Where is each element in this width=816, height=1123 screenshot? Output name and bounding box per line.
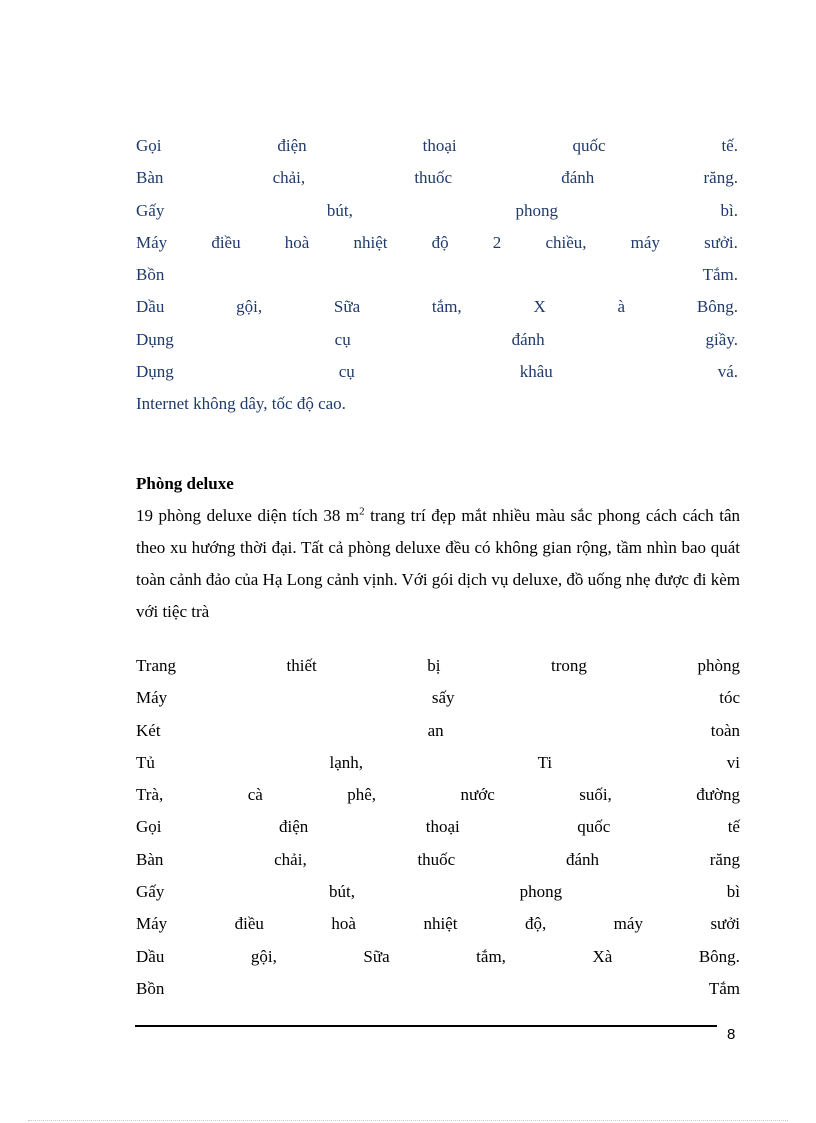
line-word: quốc — [577, 817, 611, 837]
line-word: vá. — [717, 362, 738, 382]
line-word: Tắm — [708, 978, 740, 998]
line-word: gội, — [250, 946, 277, 966]
line-word: đường — [696, 785, 740, 805]
line-word: tế — [727, 817, 740, 837]
line-word: Bông. — [696, 297, 738, 317]
line-word: nước — [460, 785, 495, 805]
line-word: cà — [247, 785, 263, 805]
amenity-line — [136, 715, 740, 747]
line-word: toàn — [710, 720, 740, 740]
amenity-line — [136, 259, 738, 291]
line-word: 2 — [492, 232, 502, 252]
amenity-line — [136, 908, 740, 940]
amenity-line — [136, 324, 738, 356]
line-word: đánh — [565, 849, 599, 869]
line-word: suối, — [579, 785, 612, 805]
line-word: giầy. — [705, 329, 738, 349]
line-word: phê, — [347, 785, 377, 805]
line-word: nhiệt — [353, 232, 388, 252]
line-word: bì. — [720, 200, 738, 220]
line-word: Bông. — [698, 946, 740, 966]
footer-rule — [135, 1025, 717, 1027]
line-word: Máy — [136, 688, 168, 708]
line-word: răng. — [703, 168, 738, 188]
line-word: vi — [726, 752, 740, 772]
line-word: Dụng — [136, 362, 174, 382]
section-paragraph — [136, 500, 740, 628]
line-word: phong — [519, 882, 563, 902]
line-word: đánh — [561, 168, 595, 188]
line-word: Sữa — [333, 297, 361, 317]
line-word: Xà — [592, 946, 613, 966]
line-word: tóc — [719, 688, 740, 708]
line-word: tắm, — [476, 946, 506, 966]
line-word: Trà, — [136, 785, 164, 805]
line-word: điện — [278, 817, 309, 837]
line-word: thuốc — [414, 168, 453, 188]
line-word: lạnh, — [329, 752, 364, 772]
line-word: Dầu — [136, 946, 165, 966]
line-word: chiều, — [545, 232, 587, 252]
amenity-line — [136, 195, 738, 227]
amenity-line — [136, 876, 740, 908]
line-word: điện — [277, 136, 307, 155]
line-word: à — [617, 297, 626, 317]
line-word: hoà — [284, 232, 310, 252]
line-word: Sữa — [363, 946, 390, 966]
line-word: Máy — [136, 232, 168, 252]
deluxe-room-section — [136, 468, 740, 628]
line-word: máy — [630, 232, 660, 252]
line-word: cụ — [334, 329, 351, 349]
line-word: Két — [136, 720, 161, 740]
line-word: an — [427, 720, 444, 740]
amenity-line — [136, 130, 738, 162]
page-number: 8 — [727, 1026, 736, 1043]
line-word: điều — [234, 914, 264, 934]
line-word: phòng — [697, 656, 740, 675]
line-word: bì — [726, 882, 740, 902]
amenity-line — [136, 650, 740, 682]
superscript: 2 — [359, 505, 365, 518]
line-word: gội, — [236, 297, 263, 317]
line-word: khâu — [519, 362, 553, 382]
paragraph-text-start: 19 phòng deluxe diện tích 38 m — [136, 506, 360, 525]
amenity-line — [136, 356, 738, 388]
line-word: Máy — [136, 914, 168, 934]
line-word: Tắm. — [702, 265, 738, 285]
line-word: cụ — [338, 362, 355, 382]
amenity-line — [136, 811, 740, 843]
line-word: thuốc — [417, 849, 456, 869]
line-word: Dầu — [136, 297, 165, 317]
page-bottom-border — [28, 1120, 788, 1121]
line-word: Gọi — [136, 136, 162, 155]
amenities-list-bottom — [136, 650, 740, 1005]
line-word: răng — [709, 849, 740, 869]
line-word: Bàn — [136, 168, 164, 188]
amenity-line — [136, 227, 738, 259]
line-word: sưởi. — [704, 232, 738, 252]
line-word: Trang — [136, 656, 176, 675]
amenity-line — [136, 291, 738, 323]
line-word: Bàn — [136, 849, 164, 869]
line-word: Gọi — [136, 817, 162, 837]
line-word: Ti — [537, 752, 553, 772]
line-word: sưởi — [710, 914, 740, 934]
line-word: bút, — [328, 882, 355, 902]
amenities-list-top — [136, 130, 738, 421]
line-word: máy — [613, 914, 643, 934]
line-word: chải, — [274, 849, 307, 869]
line-word: Gấy — [136, 200, 165, 220]
line-word: bị — [427, 656, 441, 675]
amenity-line — [136, 973, 740, 1005]
amenity-line — [136, 941, 740, 973]
line-word: thoại — [422, 136, 457, 155]
line-word: nhiệt — [423, 914, 458, 934]
line-word: Internet không dây, tốc độ cao. — [136, 394, 346, 414]
paragraph-text-end: trang trí đẹp mắt nhiều màu sắc phong cách cách tân theo xu hướng thời đại. Tất cả phòng deluxe đều có không gian rộng, tầm nhìn bao quát toàn cảnh đảo của Hạ Long cảnh vịnh. Với gói dịch vụ deluxe, đồ uống nhẹ được đi kèm với tiệc trà — [136, 506, 740, 621]
line-word: sấy — [431, 688, 455, 708]
line-word: tắm, — [431, 297, 462, 317]
amenity-line — [136, 779, 740, 811]
line-word: Bồn — [136, 265, 165, 285]
line-word: tế. — [721, 136, 738, 155]
line-word: độ — [431, 232, 449, 252]
amenity-line — [136, 682, 740, 714]
line-word: đánh — [511, 329, 545, 349]
amenity-line — [136, 162, 738, 194]
line-word: điều — [211, 232, 241, 252]
line-word: quốc — [572, 136, 606, 155]
amenity-line — [136, 388, 738, 420]
line-word: X — [533, 297, 546, 317]
line-word: Tủ — [136, 752, 155, 772]
line-word: phong — [515, 200, 558, 220]
section-heading: Phòng deluxe — [136, 474, 234, 493]
amenity-line — [136, 747, 740, 779]
line-word: chải, — [272, 168, 306, 188]
line-word: thoại — [425, 817, 460, 837]
line-word: bút, — [326, 200, 353, 220]
amenity-line — [136, 844, 740, 876]
line-word: Dụng — [136, 329, 174, 349]
line-word: hoà — [331, 914, 356, 934]
line-word: thiết — [286, 656, 317, 675]
line-word: trong — [551, 656, 587, 675]
line-word: Gấy — [136, 882, 165, 902]
line-word: độ, — [524, 914, 547, 934]
line-word: Bồn — [136, 978, 165, 998]
